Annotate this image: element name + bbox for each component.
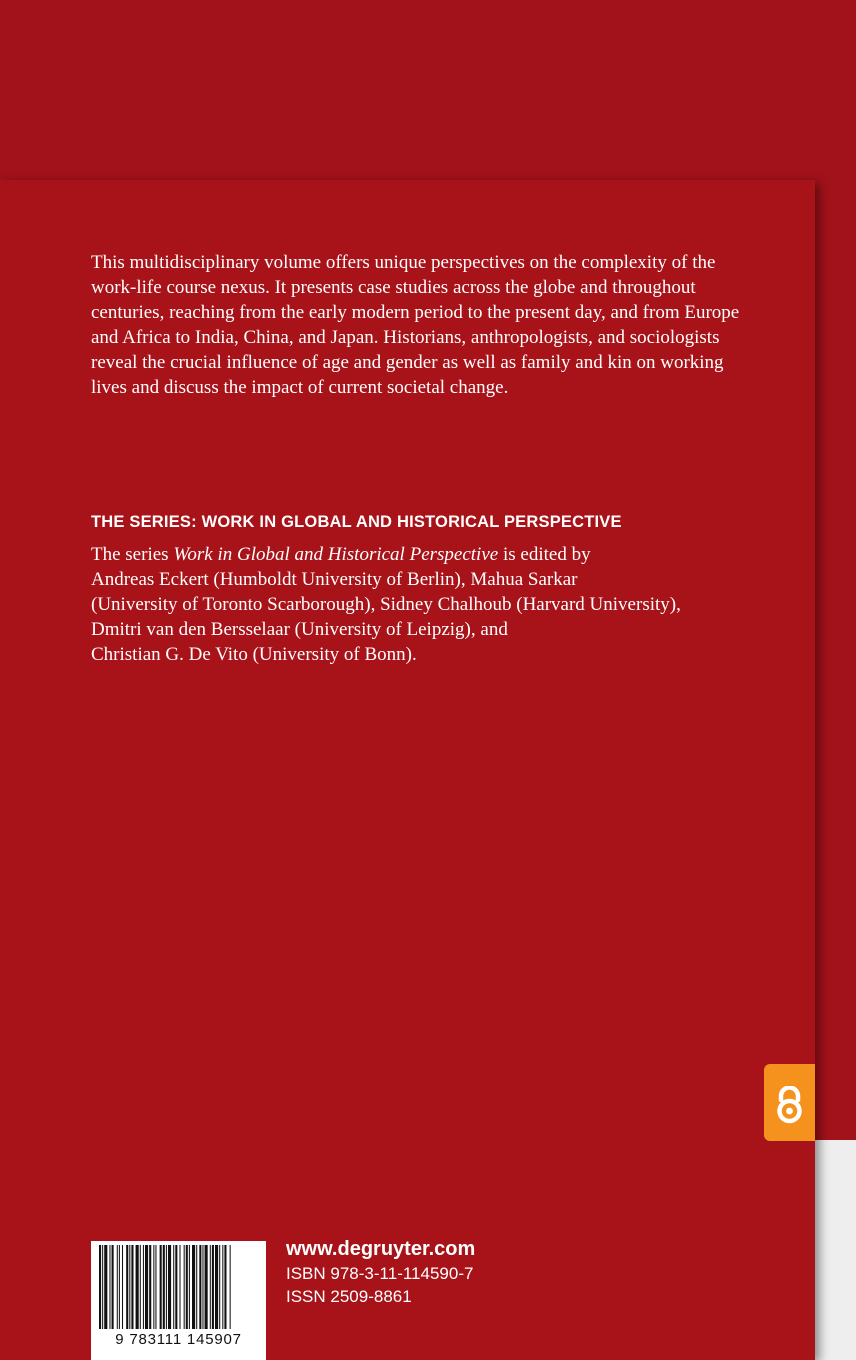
- series-title: Work in Global and Historical Perspective: [173, 544, 499, 565]
- issn-number: ISSN 2509-8861: [286, 1287, 412, 1306]
- barcode-bar: [210, 1245, 211, 1329]
- barcode-bar: [112, 1245, 114, 1329]
- series-editors-line: Christian G. De Vito (University of Bonn).: [91, 644, 417, 665]
- barcode-bar: [153, 1245, 154, 1329]
- barcode-bar: [126, 1245, 128, 1329]
- barcode-bars: [97, 1245, 260, 1331]
- barcode-bar: [224, 1245, 226, 1329]
- barcode-number: 9 783111 145907: [115, 1331, 242, 1348]
- barcode-bar: [199, 1245, 201, 1329]
- barcode-bar: [202, 1245, 203, 1329]
- barcode-bar: [215, 1245, 218, 1329]
- barcode-bar: [149, 1245, 151, 1329]
- barcode-bar: [189, 1245, 190, 1329]
- barcode-bar: [205, 1245, 208, 1329]
- series-editors-line: Andreas Eckert (Humboldt University of Berlin), Mahua Sarkar: [91, 569, 578, 590]
- barcode-bar: [163, 1245, 165, 1329]
- barcode-bar: [122, 1245, 123, 1329]
- barcode-bar: [104, 1245, 107, 1329]
- barcode-bar: [212, 1245, 214, 1329]
- barcode-bar: [143, 1245, 144, 1329]
- barcode-bar: [175, 1245, 177, 1329]
- barcode-bar: [196, 1245, 197, 1329]
- barcode-bar: [222, 1245, 223, 1329]
- barcode-bar: [230, 1245, 231, 1329]
- series-edited-by: is edited by: [498, 544, 591, 565]
- barcode-bar: [160, 1245, 162, 1329]
- series-description: [91, 542, 781, 667]
- barcode-bar: [119, 1245, 120, 1329]
- isbn-number: ISBN 978-3-11-114590-7: [286, 1264, 474, 1283]
- isbn-barcode: [91, 1241, 266, 1360]
- barcode-bar: [186, 1245, 188, 1329]
- barcode-bar: [168, 1245, 171, 1329]
- barcode-bar: [145, 1245, 148, 1329]
- series-intro: The series: [91, 544, 174, 565]
- open-access-icon: [775, 1086, 804, 1124]
- barcode-bar: [184, 1245, 185, 1329]
- barcode-bar: [155, 1245, 156, 1329]
- barcode-bar: [109, 1245, 110, 1329]
- series-line-1: [91, 542, 781, 567]
- barcode-bar: [99, 1245, 101, 1329]
- barcode-bar: [131, 1245, 133, 1329]
- series-editors-line: (University of Toronto Scarborough), Sidney Chalhoub (Harvard University),: [91, 594, 681, 615]
- barcode-bar: [179, 1245, 180, 1329]
- book-description: This multidisciplinary volume offers unique perspectives on the complexity of the work-life course nexus. It presents case studies across the globe and throughout centuries, reaching from the early modern period to the present day, and from Europe and Africa to India, China, and Japan. Historians, anthropologists, and sociologists reveal the crucial influence of age and gender as well as family and kin on working lives and discuss the impact of current societal change.: [91, 252, 740, 398]
- barcode-bar: [166, 1245, 167, 1329]
- barcode-bar: [140, 1245, 141, 1329]
- barcode-bar: [117, 1245, 118, 1329]
- publisher-url[interactable]: www.degruyter.com: [286, 1238, 476, 1260]
- open-access-badge: [764, 1064, 815, 1141]
- barcode-bar: [192, 1245, 195, 1329]
- barcode-bar: [173, 1245, 174, 1329]
- barcode-bar: [102, 1245, 103, 1329]
- series-editors-line: Dmitri van den Bersselaar (University of Leipzig), and: [91, 619, 508, 640]
- barcode-bar: [219, 1245, 220, 1329]
- barcode-bar: [129, 1245, 130, 1329]
- barcode-bar: [136, 1245, 139, 1329]
- series-heading: THE SERIES: WORK IN GLOBAL AND HISTORICAL PERSPECTIVE: [91, 513, 622, 531]
